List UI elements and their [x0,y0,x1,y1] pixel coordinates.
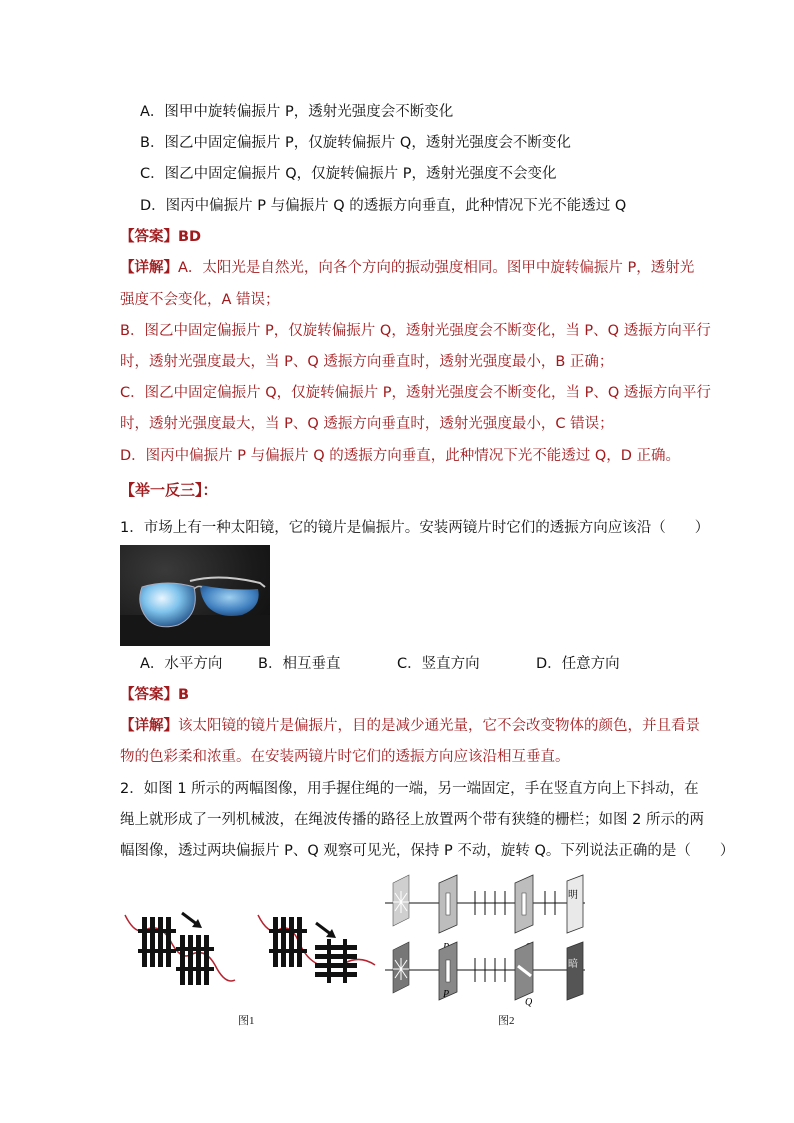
option-b: B．图乙中固定偏振片 P，仅旋转偏振片 Q，透射光强度会不断变化 [140,135,571,151]
option-d: D．图丙中偏振片 P 与偏振片 Q 的透振方向垂直，此种情况下光不能透过 Q [140,198,627,214]
answer-label: 【答案】 [120,229,178,245]
question-2-line-2: 绳上就形成了一列机械波，在绳波传播的路径上放置两个带有狭缝的栅栏；如图 2 所示的两 [120,812,704,828]
detail-text: 该太阳镜的镜片是偏振片，目的是减少通光量，它不会改变物体的颜色，并且看景 [178,718,700,734]
q1-option-b: B．相互垂直 [258,656,341,672]
q1-option-c: C．竖直方向 [397,656,480,672]
q1-option-d: D．任意方向 [536,656,620,672]
figure-1-illustration [120,905,380,1015]
answer-value: B [178,687,190,703]
detail-line-3: B．图乙中固定偏振片 P，仅旋转偏振片 Q，透射光强度会不断变化，当 P、Q 透振方向平行 [120,323,711,339]
option-a: A．图甲中旋转偏振片 P，透射光强度会不断变化 [140,104,454,120]
question-1-stem: 1．市场上有一种太阳镜，它的镜片是偏振片。安装两镜片时它们的透振方向应该沿（ ） [120,520,710,536]
detail-line-1 [120,258,694,278]
q1-option-a: A．水平方向 [140,656,223,672]
option-c: C．图乙中固定偏振片 Q，仅旋转偏振片 P，透射光强度不会变化 [140,166,557,182]
answer-value: BD [178,229,202,245]
answer-block-2 [120,685,189,705]
dark-label: 暗 [568,959,578,970]
detail-line-4: 时，透射光强度最大，当 P、Q 透振方向垂直时，透射光强度最小，B 正确； [120,354,614,370]
figure-1-caption: 图1 [238,1015,255,1027]
detail-line-5: C．图乙中固定偏振片 Q，仅旋转偏振片 P，透射光强度会不断变化，当 P、Q 透振方向平行 [120,385,711,401]
figure-2-illustration [385,873,590,1008]
detail-line-6: 时，透射光强度最大，当 P、Q 透振方向垂直时，透射光强度最小，C 错误； [120,416,614,432]
detail-label: 【详解】 [120,718,178,734]
detail2-line-2: 物的色彩柔和浓重。在安装两镜片时它们的透振方向应该沿相互垂直。 [120,749,570,765]
sunglasses-photo [120,545,270,646]
figure-2-caption: 图2 [498,1015,515,1027]
answer-block-1 [120,227,201,247]
question-1-options [0,654,794,674]
detail-line-2: 强度不会变化，A 错误； [120,292,280,308]
question-2-line-1: 2．如图 1 所示的两幅图像，用手握住绳的一端，另一端固定，手在竖直方向上下抖动，在 [120,781,699,797]
section-title: 【举一反三】： [120,481,218,499]
detail-text: A．太阳光是自然光，向各个方向的振动强度相同。图甲中旋转偏振片 P，透射光 [178,260,695,276]
q-label-bottom: Q [525,997,533,1008]
question-2-line-3: 幅图像，透过两块偏振片 P、Q 观察可见光，保持 P 不动，旋转 Q。下列说法正确的是（ ） [120,843,735,859]
answer-label: 【答案】 [120,687,178,703]
bright-label: 明 [568,890,578,901]
detail-line-7: D．图丙中偏振片 P 与偏振片 Q 的透振方向垂直，此种情况下光不能透过 Q，D 正确。 [120,448,681,464]
detail2-line-1 [120,716,700,736]
p-label-bottom: P [443,989,450,1000]
detail-label: 【详解】 [120,260,178,276]
